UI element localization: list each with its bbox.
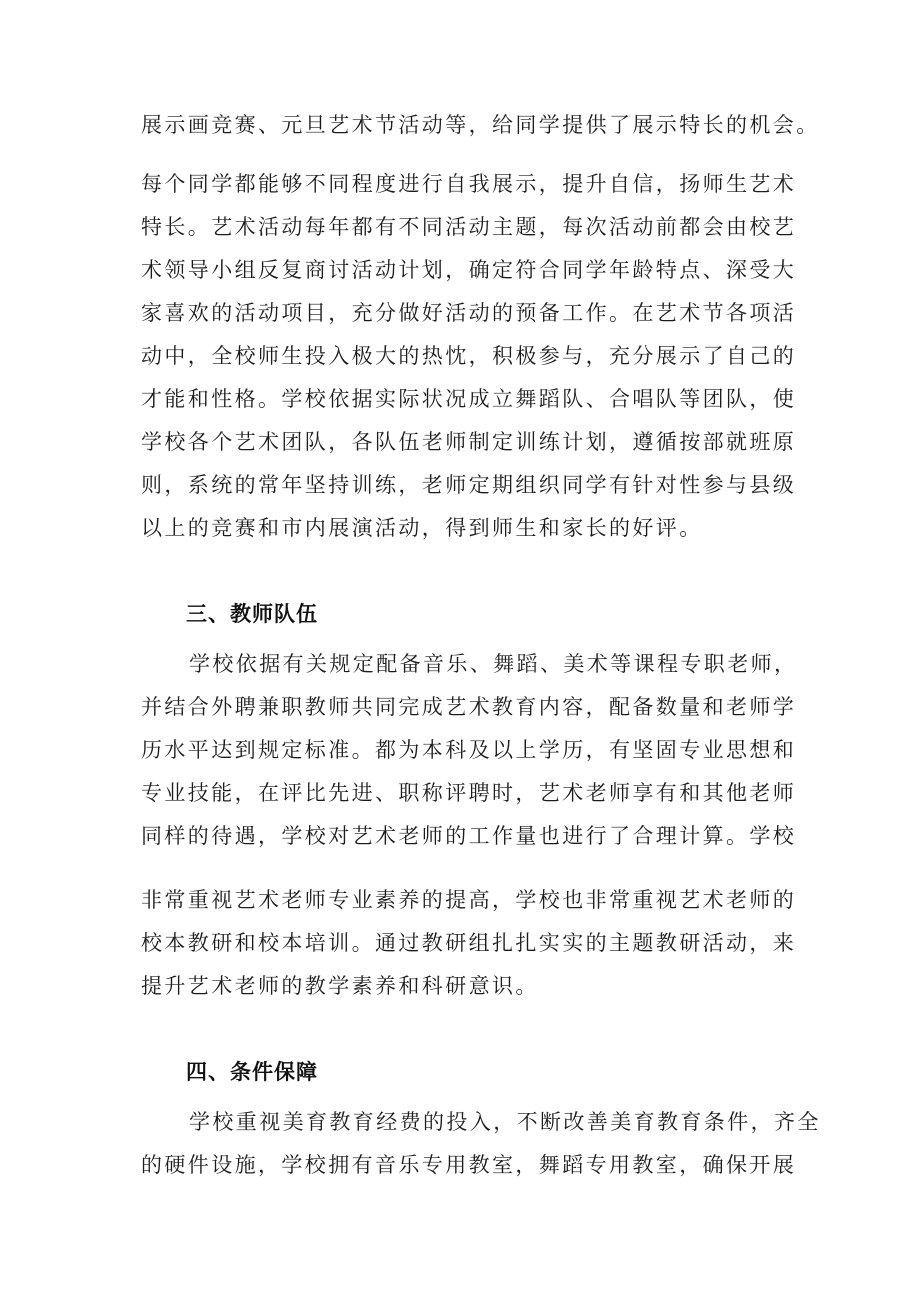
paragraph-line: 展示画竞赛、元旦艺术节活动等，给同学提供了展示特长的机会。	[141, 113, 820, 137]
paragraph-line: 同样的待遇，学校对艺术老师的工作量也进行了合理计算。学校	[141, 824, 797, 848]
paragraph-line: 每个同学都能够不同程度进行自我展示，提升自信，扬师生艺术	[141, 172, 797, 196]
paragraph-line: 动中，全校师生投入极大的热忱，积极参与，充分展示了自己的	[141, 344, 797, 368]
section-heading-teachers: 三、教师队伍	[186, 602, 318, 626]
paragraph-line: 专业技能，在评比先进、职称评聘时，艺术老师享有和其他老师	[141, 781, 797, 805]
paragraph-line: 以上的竞赛和市内展演活动，得到师生和家长的好评。	[141, 516, 703, 540]
paragraph-line: 学校重视美育教育经费的投入，不断改善美育教育条件，齐全	[189, 1110, 821, 1134]
paragraph-line: 才能和性格。学校依据实际状况成立舞蹈队、合唱队等团队，使	[141, 387, 797, 411]
paragraph-line: 历水平达到规定标准。都为本科及以上学历，有坚固专业思想和	[141, 738, 797, 762]
paragraph-line: 学校依据有关规定配备音乐、舞蹈、美术等课程专职老师，	[189, 652, 798, 676]
paragraph-line: 家喜欢的活动项目，充分做好活动的预备工作。在艺术节各项活	[141, 301, 797, 325]
paragraph-line: 非常重视艺术老师专业素养的提高，学校也非常重视艺术老师的	[141, 888, 797, 912]
paragraph-line: 学校各个艺术团队，各队伍老师制定训练计划，遵循按部就班原	[141, 430, 797, 454]
paragraph-line: 特长。艺术活动每年都有不同活动主题，每次活动前都会由校艺	[141, 215, 797, 239]
paragraph-line: 提升艺术老师的教学素养和科研意识。	[141, 974, 539, 998]
paragraph-line: 术领导小组反复商讨活动计划，确定符合同学年龄特点、深受大	[141, 258, 797, 282]
paragraph-line: 校本教研和校本培训。通过教研组扎扎实实的主题教研活动，来	[141, 931, 797, 955]
section-heading-conditions: 四、条件保障	[186, 1060, 318, 1084]
paragraph-line: 并结合外聘兼职教师共同完成艺术教育内容，配备数量和老师学	[141, 695, 797, 719]
paragraph-line: 的硬件设施，学校拥有音乐专用教室，舞蹈专用教室，确保开展	[141, 1153, 797, 1177]
paragraph-line: 则，系统的常年坚持训练，老师定期组织同学有针对性参与县级	[141, 473, 797, 497]
